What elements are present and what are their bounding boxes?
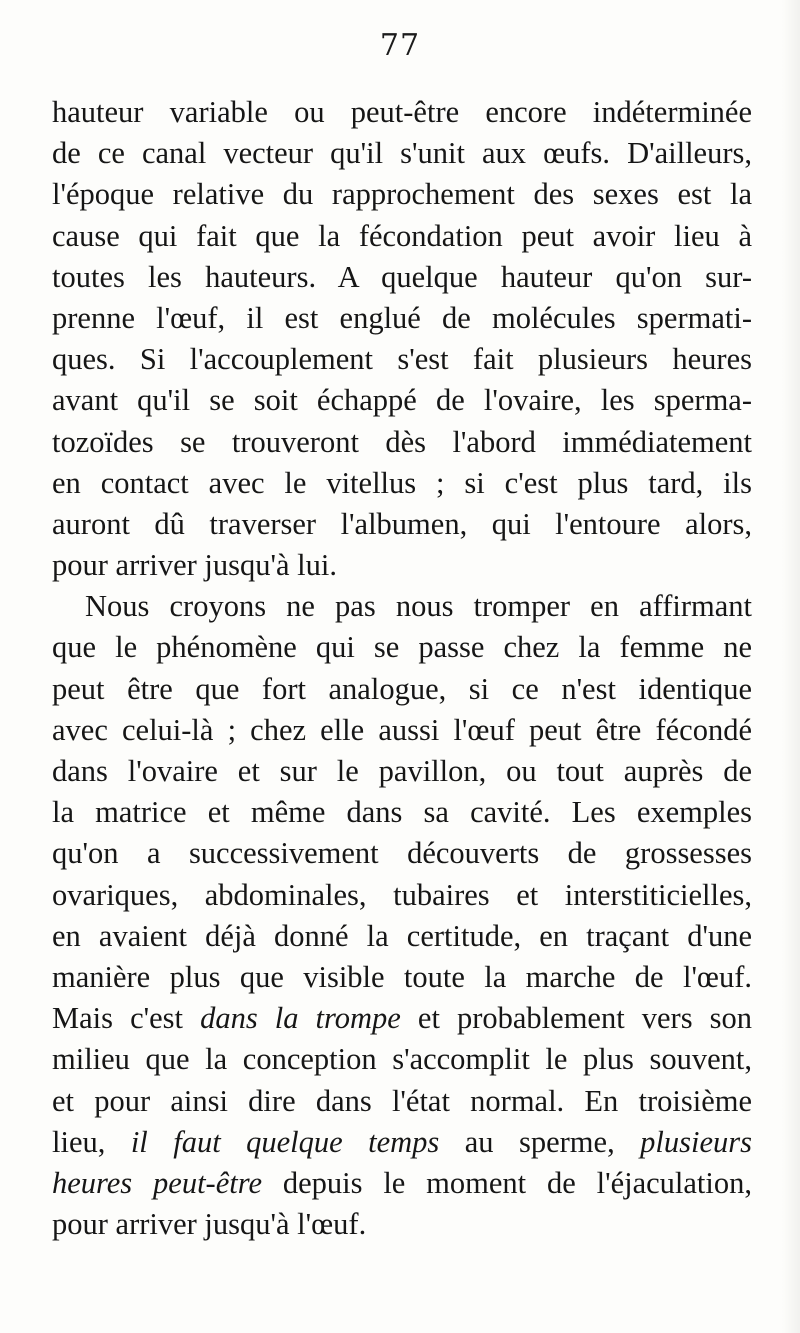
text-line: en avaient déjà donné la certitude, en traçant d'une (52, 918, 752, 953)
text-line: l'époque relative du rapprochement des sexes est la (52, 177, 752, 212)
italic-segment: heures peut-être (52, 1165, 262, 1200)
page-edge-shadow (782, 0, 800, 1333)
text-line: en contact avec le vitellus ; si c'est plus tard, ils (52, 465, 752, 500)
text-line: milieu que la conception s'accomplit le plus souvent, (52, 1042, 752, 1077)
text-line: pour arriver jusqu'à lui. (52, 548, 337, 583)
text-line: toutes les hauteurs. A quelque hauteur qu'on sur- (52, 259, 752, 294)
text-line: avant qu'il se soit échappé de l'ovaire, les sperma- (52, 383, 752, 418)
text-line: Nous croyons ne pas nous tromper en affirmant (85, 589, 752, 624)
page-number: 77 (379, 28, 421, 63)
text-line: dans l'ovaire et sur le pavillon, ou tout auprès de (52, 754, 752, 788)
text-segment: depuis le moment de l'éjaculation, (282, 1165, 753, 1200)
text-line: auront dû traverser l'albumen, qui l'entoure alors, (52, 506, 752, 541)
text-line: cause qui fait que la fécondation peut avoir lieu à (52, 218, 752, 253)
text-line: ovariques, abdominales, tubaires et interstiticielles, (52, 877, 752, 912)
text-segment: lieu, (52, 1124, 106, 1159)
text-line: manière plus que visible toute la marche de l'œuf. (52, 959, 752, 994)
text-line: tozoïdes se trouveront dès l'abord immédiatement (52, 424, 752, 459)
text-line (52, 998, 752, 1039)
text-line: avec celui-là ; chez elle aussi l'œuf peut être fécondé (52, 712, 752, 747)
text-line: ques. Si l'accouplement s'est fait plusieurs heures (52, 342, 752, 377)
text-line: et pour ainsi dire dans l'état normal. En troisième (52, 1083, 752, 1118)
text-line: qu'on a successivement découverts de grossesses (52, 836, 752, 871)
text-line: prenne l'œuf, il est englué de molécules spermati- (52, 300, 752, 335)
body-text (52, 92, 752, 1245)
text-segment: Mais c'est (52, 1001, 183, 1036)
text-line: hauteur variable ou peut-être encore indéterminée (52, 95, 752, 129)
text-line (52, 1122, 752, 1163)
text-line: de ce canal vecteur qu'il s'unit aux œufs. D'ailleurs, (52, 136, 752, 171)
italic-segment: dans la trompe (200, 1001, 401, 1036)
text-line: que le phénomène qui se passe chez la femme ne (52, 630, 752, 665)
text-line: la matrice et même dans sa cavité. Les exemples (52, 795, 752, 830)
text-line: peut être que fort analogue, si ce n'est identique (52, 671, 752, 706)
italic-segment: plusieurs (640, 1124, 752, 1159)
text-line: pour arriver jusqu'à l'œuf. (52, 1207, 367, 1242)
text-line (52, 1163, 752, 1204)
text-segment: au sperme, (464, 1124, 615, 1159)
italic-segment: il faut quelque temps (130, 1124, 440, 1159)
text-segment: et probablement vers son (417, 1001, 753, 1036)
